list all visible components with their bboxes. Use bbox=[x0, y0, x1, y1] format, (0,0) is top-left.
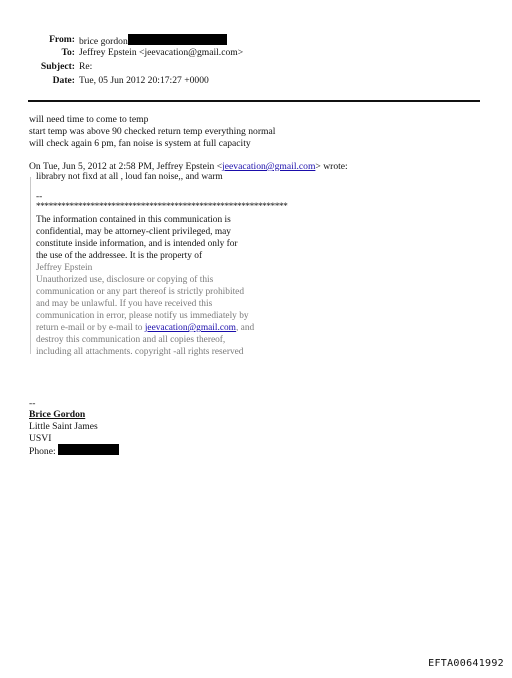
quoted-text: librabry not fixd at all , loud fan noise,, and warm bbox=[36, 172, 223, 182]
disclaimer-line: the use of the addressee. It is the property of bbox=[36, 251, 203, 261]
disclaimer-line: including all attachments. copyright -all rights reserved bbox=[36, 347, 244, 357]
disclaimer-line: confidential, may be attorney-client privileged, may bbox=[36, 227, 231, 237]
signature-phone-row bbox=[29, 444, 119, 457]
notify-email-link[interactable]: jeevacation@gmail.com bbox=[144, 323, 236, 333]
disclaimer-line: communication in error, please notify us immediately by bbox=[36, 311, 249, 321]
date-label: Date: bbox=[52, 75, 75, 86]
from-value: brice gordon bbox=[79, 36, 128, 47]
signature-name: Brice Gordon bbox=[29, 409, 86, 420]
subject-value: Re: bbox=[79, 61, 93, 72]
date-value: Tue, 05 Jun 2012 20:17:27 +0000 bbox=[79, 75, 209, 86]
bates-number: EFTA00641992 bbox=[428, 658, 504, 669]
header-divider bbox=[28, 100, 480, 102]
message-line: will need time to come to temp bbox=[29, 114, 149, 125]
signature-line: Little Saint James bbox=[29, 421, 98, 432]
quote-attribution: On Tue, Jun 5, 2012 at 2:58 PM, Jeffrey Epstein <jeevacation@gmail.com> wrote: bbox=[29, 161, 348, 172]
phone-label: Phone: bbox=[29, 446, 56, 457]
redaction-box bbox=[58, 444, 119, 455]
quoted-sig-dash: -- bbox=[36, 192, 43, 202]
attribution-email-link[interactable]: jeevacation@gmail.com bbox=[222, 161, 316, 172]
stars-divider: ************************************************************ bbox=[36, 202, 288, 212]
subject-label: Subject: bbox=[40, 61, 75, 72]
quote-bar bbox=[30, 177, 31, 354]
disclaimer-notify-line: return e-mail or by e-mail to jeevacation@gmail.com, and bbox=[36, 323, 255, 333]
disclaimer-line: The information contained in this communication is bbox=[36, 215, 231, 225]
redaction-box bbox=[128, 34, 227, 45]
from-label: From: bbox=[49, 34, 75, 45]
disclaimer-line: communication or any part thereof is strictly prohibited bbox=[36, 287, 245, 297]
to-label: To: bbox=[61, 47, 75, 58]
disclaimer-line: constitute inside information, and is intended only for bbox=[36, 239, 238, 249]
signature-dash: -- bbox=[29, 398, 36, 409]
disclaimer-line: Unauthorized use, disclosure or copying of this bbox=[36, 275, 214, 285]
signature-line: USVI bbox=[29, 433, 52, 444]
disclaimer-line: Jeffrey Epstein bbox=[36, 263, 93, 273]
message-line: will check again 6 pm, fan noise is system at full capacity bbox=[29, 138, 251, 149]
disclaimer-line: and may be unlawful. If you have received this bbox=[36, 299, 213, 309]
disclaimer-line: destroy this communication and all copies thereof, bbox=[36, 335, 226, 345]
message-line: start temp was above 90 checked return temp everything normal bbox=[29, 126, 276, 137]
to-value: Jeffrey Epstein <jeevacation@gmail.com> bbox=[79, 47, 244, 58]
